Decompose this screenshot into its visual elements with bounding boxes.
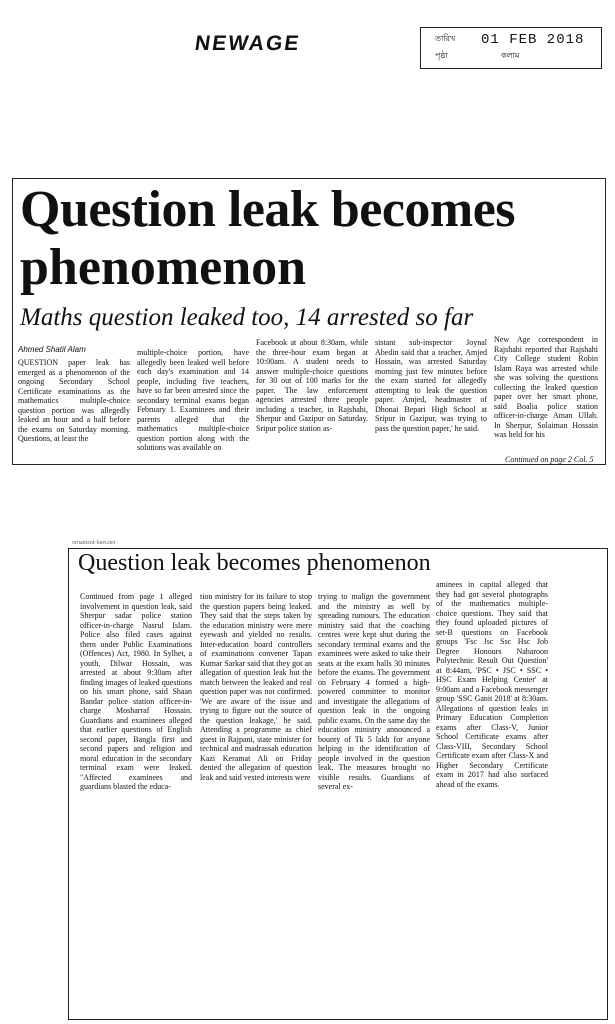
date-stamp <box>420 27 602 69</box>
clipping-2-fragment: ornament-bars.net <box>72 540 116 546</box>
article2-column-4: aminees in capital alleged that they had got several photographs of the mathematics multiple-choice questions. They said that they found uploaded pictures of set-B questions on Facebook groups 'Fsc Jsc Ssc Hsc Job Degree Honours Nabaroon Polytechnic Result Out Question' at 8:44am, 'PSC • JSC • SSC • HSC Exam Helping Center' at 9:00am and a Facebook messenger group 'SSC Ganit 2018' at 8:30am. Allegations of question leaks in Primary Education Completion exams after Class-V, Junior School Certificate exams after Class-VIII, Secondary School Certificate exam after Class-X and Higher Secondary Certificate exam in 2017 had also surfaced ahead of the exams. <box>436 580 548 789</box>
masthead: NEWAGE <box>193 32 303 55</box>
article1-continued: Continued on page 2 Col. 5 <box>505 455 594 464</box>
article1-column-2: multiple-choice portion, have allegedly been leaked well before each day's examination and 14 people, including five teachers, have so far been arrested since the secondary terminal exams began February 1. Examinees and their parents alleged that the mathematics multiple-choice question portion along with the solutions was available on <box>137 348 249 452</box>
article1-byline: Ahmed Shatil Alam <box>18 345 86 354</box>
article2-column-2: tion ministry for its failure to stop the question papers being leaked. They said that the steps taken by the education ministry were mere eyewash and yielded no results. Inter-education board controllers of examinations convener Tapan Kumar Sarkar said that they got an allegation of question leak but the match between the leaked and real question paper was not confirmed. 'We are aware of the issue and trying to figure out the source of the question leakage,' he said. Attending a programme as chief guest in Rajpani, state minister for technical and madrassah education Kazi Keramat Ali on Friday denied the allegation of question leak and said vested interests were <box>200 592 312 782</box>
article1-column-4: sistant sub-inspector Joynal Abedin said that a teacher, Amjed Hossain, was arrested Saturday morning just few minutes before the exam started for allegedly attempting to leak the question paper. Amjed, headmaster of Dhonai Bepari High School at Sripur in Gazipur, was trying to pass the question paper,' he said. <box>375 338 487 433</box>
stamp-date-label: তারিখ <box>435 34 456 43</box>
article1-column-5: New Age correspondent in Rajshahi reported that Rajshahi City College student Robin Islam Raya was arrested while she was solving the questions collecting the leaked question paper over her smart phone, said Boalia police station officer-in-charge Aman Ullah. In Sherpur, Solaiman Hossain was held for his <box>494 335 598 439</box>
stamp-column-label: কলাম <box>501 51 520 60</box>
article2-column-1: Continued from page 1 alleged involvement in question leak, said Sherpur sadar police station officer-in-charge Nasrul Islam. Police also filed cases against them under Public Examinations (Offences) Act, 1980. In Sylhet, a youth, Dilwar Hossain, was arrested at about 9:30am after finding images of leaked questions on his smart phone, said Shaan Bandar police station officer-in-charge Mosharraf Hossain. Guardians and examinees alleged that earlier questions of English second paper, Bangla first and second papers and religion and moral education in the secondary terminal exam were leaked. "Affected examinees and guardians blasted the educa- <box>80 592 192 791</box>
article1-headline-line1: Question leak becomes <box>20 181 516 238</box>
article1-column-1: QUESTION paper leak has emerged as a phenomenon of the ongoing Secondary School Certificate examinations as the mathematics multiple-choice question portion was allegedly leaked an hour and a half before the exams on Saturday morning. Questions, at least the <box>18 358 130 443</box>
article2-column-3: trying to malign the government and the ministry as well by spreading rumours. The education ministry said that the coaching centres were kept shut during the secondary terminal exams and the examinees were asked to take their seats at the exam halls 30 minutes before the exams. The government on February 4 formed a high-powered committee to monitor and investigate the allegations of question leak in the ongoing public exams. On the same day the education ministry announced a bounty of Tk 5 lakh for anyone helping in the identification of people involved in the question leak. The measures brought no visible results. Guardians of several ex- <box>318 592 430 791</box>
article2-headline: Question leak becomes phenomenon <box>78 550 431 576</box>
stamp-page-label: পৃষ্ঠা <box>435 51 448 60</box>
stamp-date-value: 01 FEB 2018 <box>481 32 585 48</box>
article1-deck: Maths question leaked too, 14 arrested so far <box>20 304 474 331</box>
article1-headline-line2: phenomenon <box>20 239 307 296</box>
article1-column-3: Facebook at about 8:30am, while the three-hour exam began at 10:00am. A student needs to answer multiple-choice questions for 30 out of 100 marks for the paper. The law enforcement agencies arrested three people including a teacher, in Rajshahi, Sherpur and Gazipur on Saturday. Sripur police station as- <box>256 338 368 433</box>
